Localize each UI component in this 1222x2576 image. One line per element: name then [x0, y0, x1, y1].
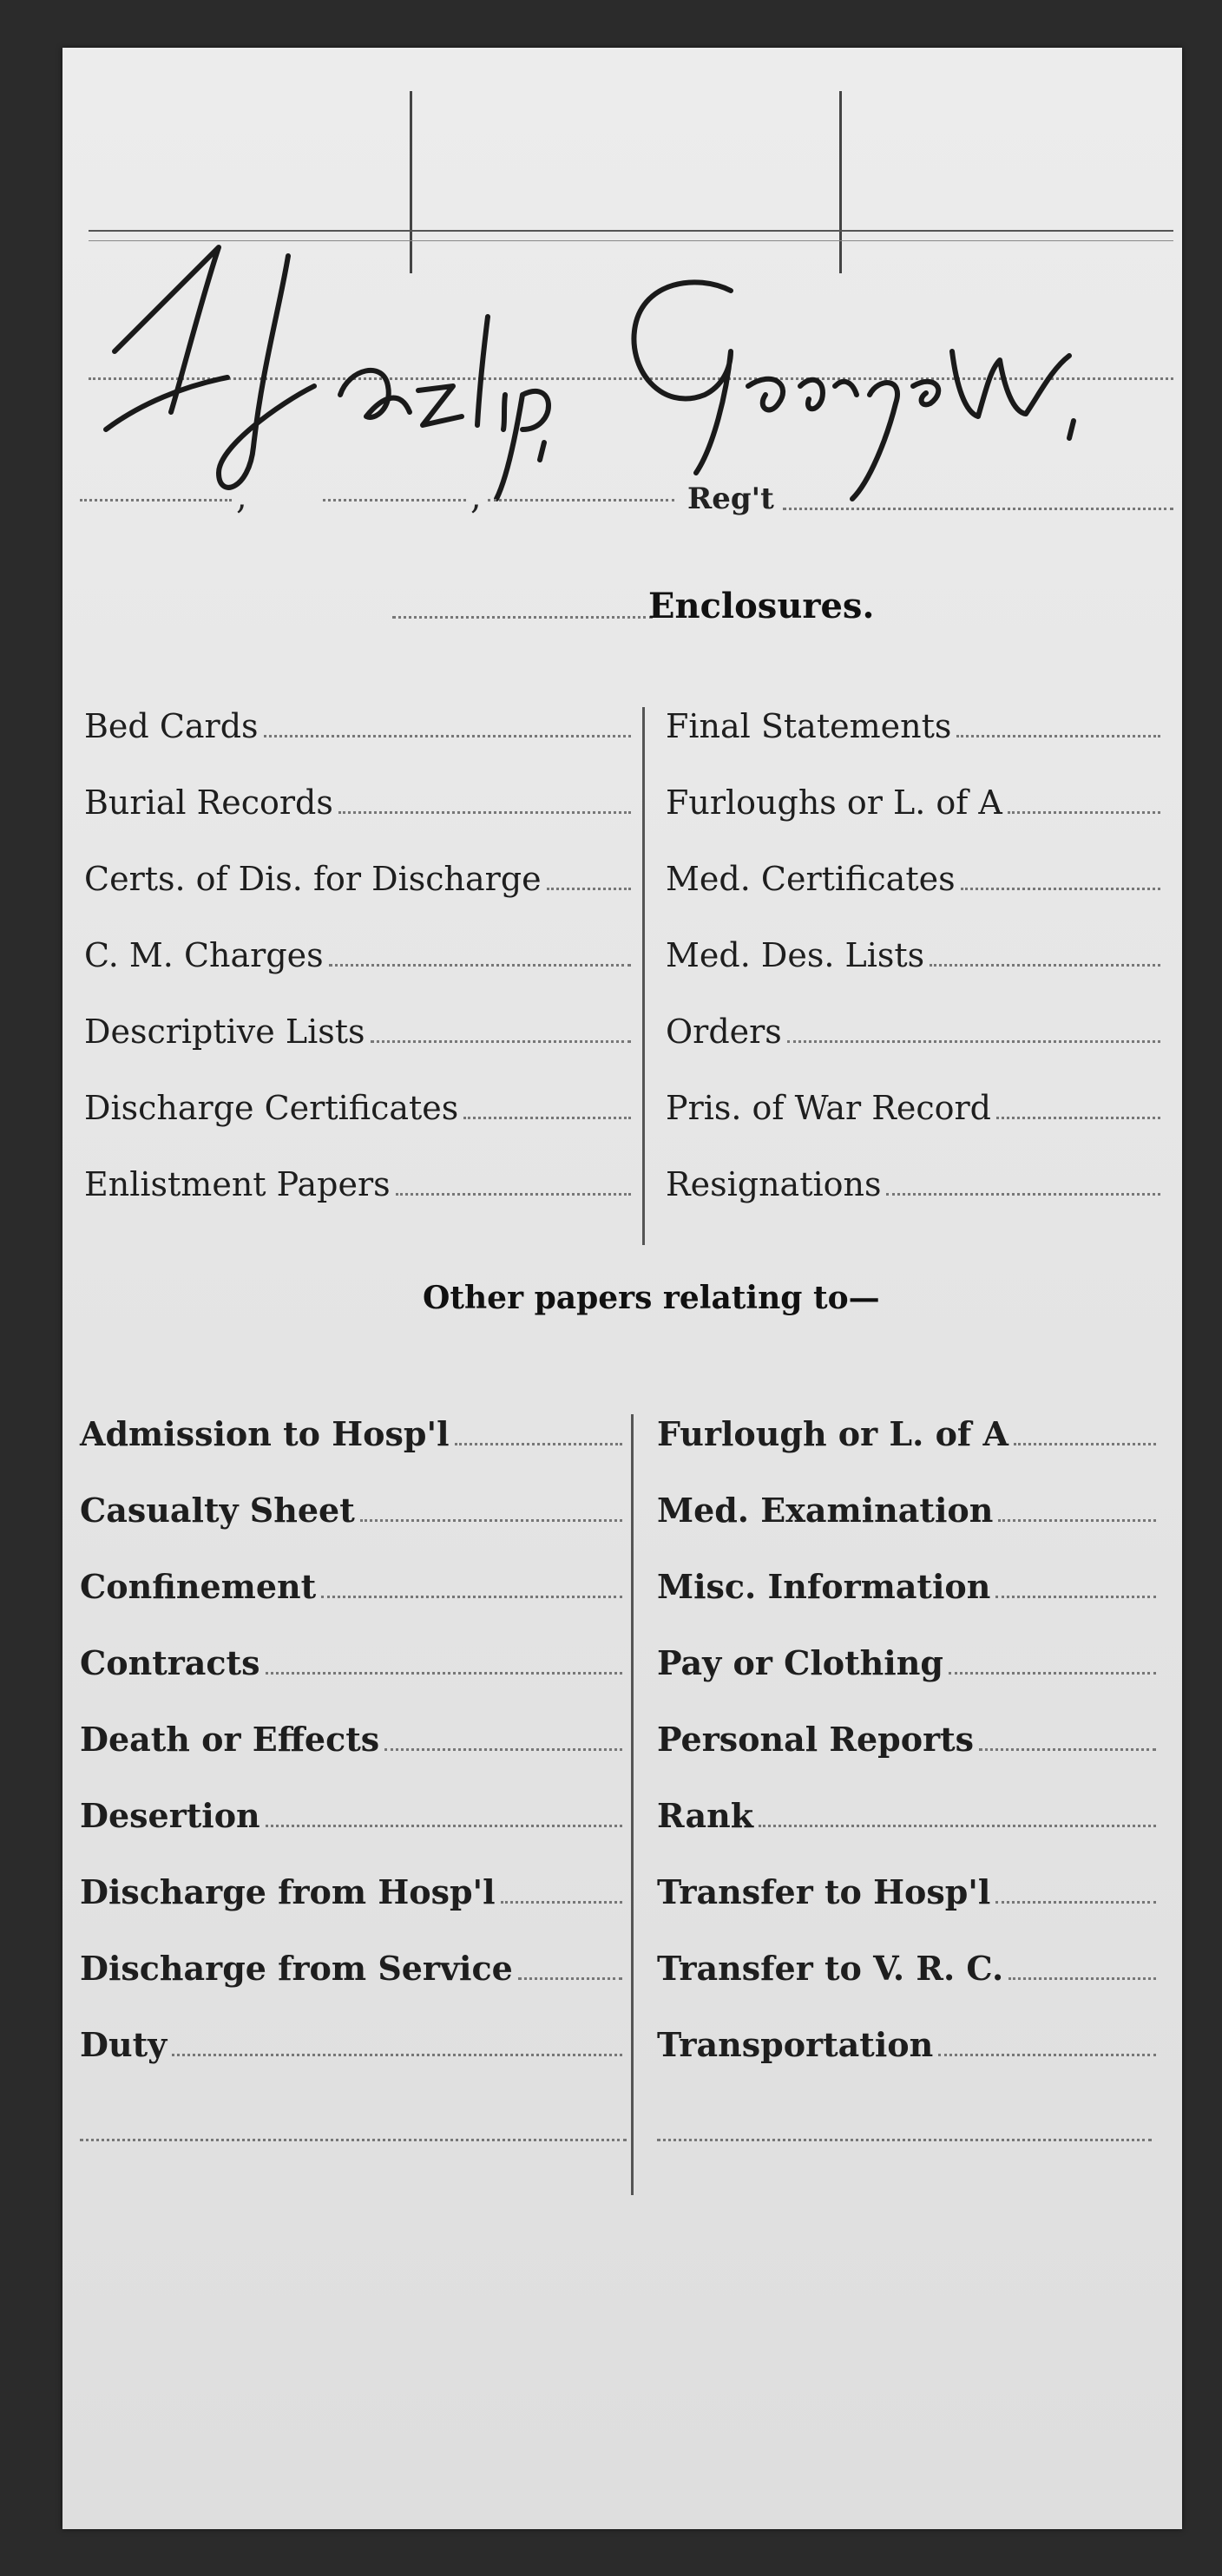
form-item	[657, 1949, 1156, 1989]
form-item	[80, 1567, 622, 1607]
enclosures-column-divider	[642, 707, 645, 1245]
form-item-label: Discharge from Hosp'l	[80, 1872, 496, 1911]
record-card	[62, 48, 1182, 2529]
form-item-label: Discharge Certificates	[84, 1089, 459, 1127]
form-item	[84, 860, 631, 899]
form-item-label: Rank	[657, 1796, 754, 1835]
other-papers-heading: Other papers relating to—	[423, 1280, 880, 1316]
form-item-label: Transfer to V. R. C.	[657, 1949, 1004, 1988]
form-item	[80, 1949, 622, 1989]
form-item-label: Personal Reports	[657, 1720, 975, 1759]
form-item	[84, 936, 631, 975]
form-item-label: Final Statements	[666, 707, 952, 745]
enclosures-heading: Enclosures.	[648, 586, 875, 626]
form-item	[80, 1796, 622, 1836]
form-item-dotted-leader	[455, 1443, 622, 1445]
regt-dotted-2	[323, 499, 466, 501]
form-item-label: Desertion	[80, 1796, 260, 1835]
form-item-dotted-leader	[329, 964, 631, 967]
form-item-dotted-leader	[172, 2054, 622, 2056]
form-item-label: Med. Certificates	[666, 860, 956, 898]
form-item-label: Enlistment Papers	[84, 1165, 391, 1203]
form-item-label: Transfer to Hosp'l	[657, 1872, 991, 1911]
form-item-dotted-leader	[338, 811, 631, 814]
form-item-dotted-leader	[1008, 811, 1160, 814]
form-item	[84, 783, 631, 823]
form-item	[80, 1414, 622, 1454]
form-item-dotted-leader	[961, 888, 1160, 890]
handwritten-name	[89, 221, 1130, 508]
regt-label: Reg't	[687, 482, 774, 516]
form-item-dotted-leader	[956, 735, 1160, 737]
form-item-dotted-leader	[1008, 1977, 1156, 1980]
form-item	[657, 1414, 1156, 1454]
form-item-dotted-leader	[266, 1825, 622, 1827]
form-item-dotted-leader	[998, 1519, 1156, 1522]
form-item-label: Descriptive Lists	[84, 1013, 365, 1051]
regt-dotted-4	[783, 508, 1173, 510]
form-item-dotted-leader	[996, 1117, 1160, 1119]
form-item	[657, 1796, 1156, 1836]
form-item	[84, 707, 631, 746]
form-item-dotted-leader	[396, 1193, 631, 1196]
form-item-dotted-leader	[360, 1519, 622, 1522]
form-item-label: Misc. Information	[657, 1567, 991, 1606]
form-item	[80, 1643, 622, 1683]
form-item	[666, 936, 1160, 975]
form-item-dotted-leader	[759, 1825, 1156, 1827]
form-item-label: Casualty Sheet	[80, 1491, 355, 1530]
form-item	[666, 707, 1160, 746]
form-item-label: Contracts	[80, 1643, 260, 1682]
form-item	[657, 1643, 1156, 1683]
form-item	[657, 1872, 1156, 1912]
form-item	[80, 1491, 622, 1531]
form-item-label: Confinement	[80, 1567, 317, 1606]
form-item-dotted-leader	[949, 1672, 1156, 1675]
form-item	[84, 1089, 631, 1128]
form-item	[84, 1165, 631, 1204]
handwritten-name-signature	[89, 221, 1130, 508]
bottom-dotted-right	[657, 2139, 1152, 2141]
form-item-label: Med. Examination	[657, 1491, 994, 1530]
form-item-dotted-leader	[518, 1977, 622, 1980]
form-item-label: Discharge from Service	[80, 1949, 513, 1988]
form-item	[80, 2025, 622, 2065]
form-item-label: Orders	[666, 1013, 782, 1051]
form-item-label: Admission to Hosp'l	[80, 1414, 450, 1453]
form-item-dotted-leader	[463, 1117, 631, 1119]
regt-dotted-3	[488, 499, 674, 501]
form-item	[80, 1720, 622, 1760]
form-item-label: Duty	[80, 2025, 168, 2064]
form-item	[657, 1491, 1156, 1531]
form-item	[657, 2025, 1156, 2065]
form-item-dotted-leader	[886, 1193, 1160, 1196]
form-item-dotted-leader	[547, 888, 631, 890]
form-item	[80, 1872, 622, 1912]
form-item	[657, 1720, 1156, 1760]
form-item-label: Furlough or L. of A	[657, 1414, 1008, 1453]
form-item-label: C. M. Charges	[84, 936, 324, 974]
form-item	[666, 783, 1160, 823]
other-papers-column-divider	[631, 1414, 634, 2195]
regt-comma-2: ,	[470, 477, 482, 517]
form-item-dotted-leader	[787, 1040, 1160, 1043]
form-item-label: Bed Cards	[84, 707, 259, 745]
form-item	[657, 1567, 1156, 1607]
form-item-label: Certs. of Dis. for Discharge	[84, 860, 542, 898]
form-item-label: Furloughs or L. of A	[666, 783, 1002, 822]
form-item-label: Burial Records	[84, 783, 333, 822]
form-item-dotted-leader	[1014, 1443, 1156, 1445]
form-item-dotted-leader	[384, 1748, 622, 1751]
form-item-dotted-leader	[266, 1672, 623, 1675]
form-item	[84, 1013, 631, 1052]
enclosures-dotted-lead	[392, 616, 653, 619]
form-item-label: Transportation	[657, 2025, 934, 2064]
regt-dotted-1	[80, 499, 232, 501]
form-item-dotted-leader	[371, 1040, 631, 1043]
form-item-dotted-leader	[930, 964, 1160, 967]
form-item-dotted-leader	[979, 1748, 1156, 1751]
form-item-dotted-leader	[995, 1596, 1156, 1598]
form-item	[666, 1013, 1160, 1052]
form-item-dotted-leader	[501, 1901, 622, 1904]
regt-comma-1: ,	[236, 477, 247, 517]
form-item	[666, 1089, 1160, 1128]
form-item-label: Pay or Clothing	[657, 1643, 943, 1682]
bottom-dotted-left	[80, 2139, 627, 2141]
form-item-label: Pris. of War Record	[666, 1089, 991, 1127]
form-item-dotted-leader	[321, 1596, 622, 1598]
form-item-label: Death or Effects	[80, 1720, 380, 1759]
form-item	[666, 860, 1160, 899]
form-item-label: Resignations	[666, 1165, 882, 1203]
form-item-label: Med. Des. Lists	[666, 936, 925, 974]
form-item-dotted-leader	[938, 2054, 1156, 2056]
form-item-dotted-leader	[995, 1901, 1156, 1904]
form-item	[666, 1165, 1160, 1204]
form-item-dotted-leader	[264, 735, 631, 737]
